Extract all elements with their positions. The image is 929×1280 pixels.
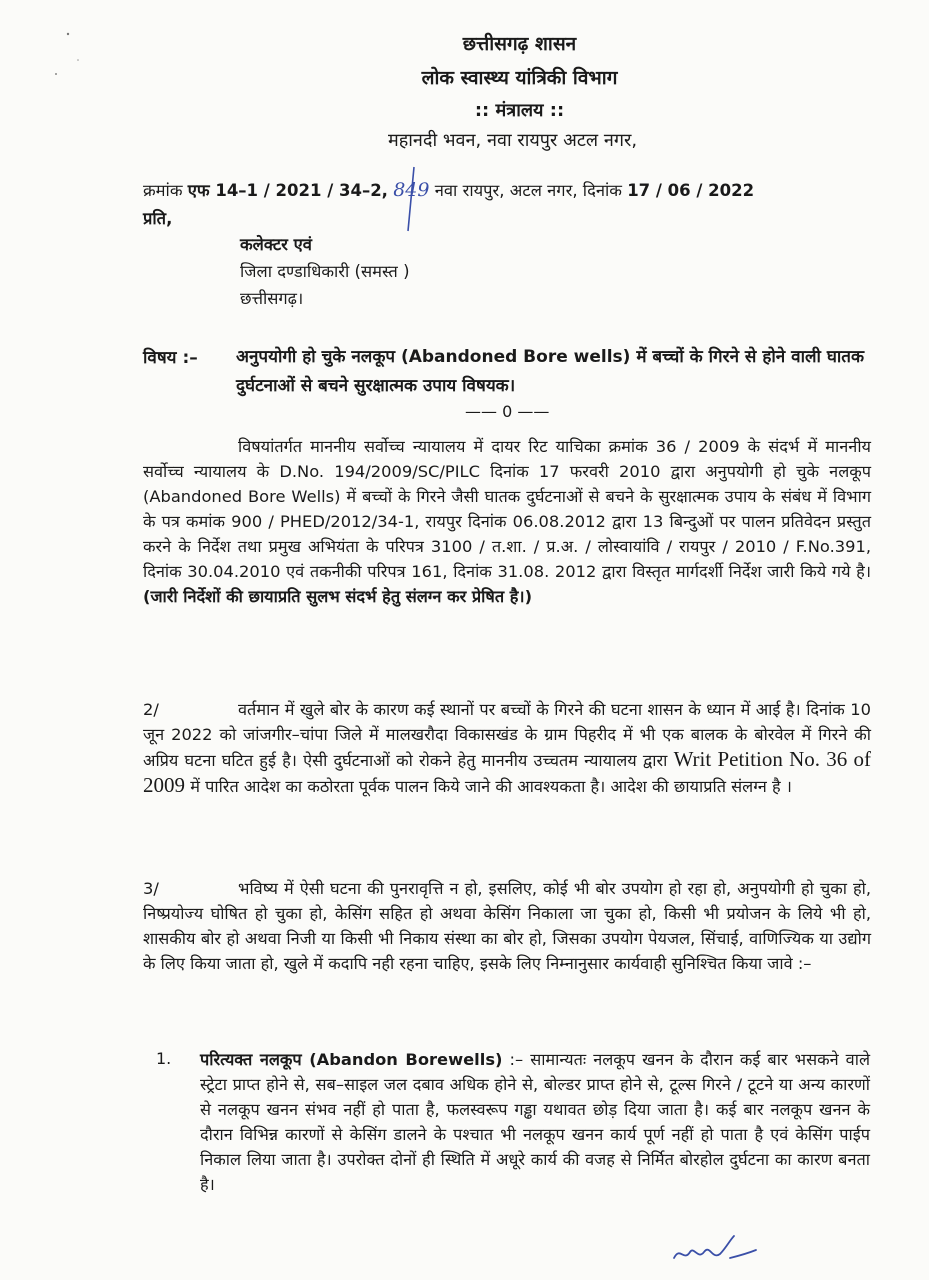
initials-signature — [670, 1228, 760, 1268]
paragraph-3 — [143, 876, 871, 976]
subject-divider: —— 0 —— — [465, 402, 550, 421]
addressee-line-1: कलेक्टर एवं — [240, 235, 312, 254]
handwritten-number: 849 — [393, 179, 430, 201]
paragraph-2 — [143, 697, 871, 799]
writ-petition-ref: Writ Petition No. 36 of 2009 — [143, 747, 871, 797]
paragraph-1-bold-note: (जारी निर्देशों की छायाप्रति सुलभ संदर्भ हेतु संलग्न कर प्रेषित है।) — [143, 587, 533, 606]
paragraph-2-text-a: वर्तमान में खुले बोर के कारण कई स्थानों पर बच्चों के गिरने की घटना शासन के ध्यान में आई है। दिनांक 10 जून 2022 को जांजगीर–चांपा जिले में मालखरौदा विकासखंड के ग्राम पिहरीद में भी एक बालक के बोरवेल में गिरने की अप्रिय घटना घटित हुई है। ऐसी दुर्घटनाओं को रोकने हेतु माननीय उच्चतम न्यायालय द्वारा — [143, 700, 871, 770]
item-1-heading: परित्यक्त नलकूप (Abandon Borewells) — [200, 1050, 503, 1069]
ref-number: एफ 14–1 / 2021 / 34–2, — [187, 181, 388, 200]
subject-text: अनुपयोगी हो चुके नलकूप (Abandoned Bore wells) में बच्चों के गिरने से होने वाली घातक दुर्घटनाओं से बचने सुरक्षात्मक उपाय विषयक। — [236, 347, 865, 396]
addressee-line-2: जिला दण्डाधिकारी (समस्त ) — [240, 262, 410, 281]
paragraph-3-text: भविष्य में ऐसी घटना की पुनरावृत्ति न हो, इसलिए, कोई भी बोर उपयोग हो रहा हो, अनुपयोगी हो चुका हो, निष्प्रयोज्य घोषित हो चुका हो, केसिंग सहित हो अथवा केसिंग निकाला जा चुका हो, किसी भी प्रयोजन के लिये भी हो, शासकीय बोर हो अथवा निजी या किसी भी निकाय संस्था का बोर हो, जिसका उपयोग पेयजल, सिंचाई, वाणिज्यिक या उद्योग के लिए किया जाता हो, खुले में कदापि नही रहना चाहिए, इसके लिए निम्नानुसार कार्यवाही सुनिश्चित किया जावे :– — [143, 879, 871, 973]
department-title: लोक स्वास्थ्य यांत्रिकी विभाग — [421, 67, 618, 89]
ref-prefix: क्रमांक — [143, 181, 183, 200]
paragraph-1 — [143, 434, 871, 609]
addressee-line-3: छत्तीसगढ़। — [240, 289, 304, 308]
paragraph-1-text: विषयांतर्गत माननीय सर्वोच्च न्यायालय में दायर रिट याचिका क्रमांक 36 / 2009 के संदर्भ में माननीय सर्वोच्च न्यायालय के D.No. 194/2009/SC/PILC दिनांक 17 फरवरी 2010 द्वारा अनुपयोगी हो चुके नलकूप (Abandoned Bore Wells) में बच्चों के गिरने जैसी घातक दुर्घटनाओं से बचने के सुरक्षात्मक उपाय के संबंध में विभाग के पत्र कमांक 900 / PHED/2012/34-1, रायपुर दिनांक 06.08.2012 द्वारा 13 बिन्दुओं पर पालन प्रतिवेदन प्रस्तुत करने के निर्देश तथा प्रमुख अभियंता के परिपत्र 3100 / त.शा. / प्र.अ. / लोस्वायांवि / रायपुर / 2010 / F.No.391, दिनांक 30.04.2010 एवं तकनीकी परिपत्र 161, दिनांक 31.08. 2012 द्वारा विस्तृत मार्गदर्शी निर्देश जारी किये गये है। — [143, 437, 871, 581]
govt-title: छत्तीसगढ़ शासन — [462, 33, 577, 55]
ref-place: नवा रायपुर, अटल नगर, दिनांक — [434, 181, 622, 200]
paragraph-2-number: 2/ — [143, 700, 159, 719]
to-label: प्रति, — [143, 209, 173, 228]
pen-stroke — [404, 165, 418, 235]
ref-date: 17 / 06 / 2022 — [627, 181, 755, 200]
paragraph-2-text-b: में पारित आदेश का कठोरता पूर्वक पालन किये जाने की आवश्यकता है। आदेश की छायाप्रति संलग्न है । — [190, 777, 792, 796]
item-1-number: 1. — [156, 1049, 172, 1068]
office-address: महानदी भवन, नवा रायपुर अटल नगर, — [387, 130, 638, 151]
reference-line — [143, 178, 754, 201]
item-1 — [200, 1047, 870, 1197]
subject-label: विषय :– — [143, 348, 198, 368]
ministry-title: :: मंत्रालय :: — [474, 100, 565, 121]
item-1-text: :– सामान्यतः नलकूप खनन के दौरान कई बार भसकने वाले स्ट्रेटा प्राप्त होने से, सब–साइल जल दबाव अधिक होने से, बोल्डर प्राप्त होने से, टूल्स गिरने / टूटने या अन्य कारणों से नलकूप खनन संभव नहीं हो पाता है, फलस्वरूप गड्ढा यथावत छोड़ दिया जाता है। कई बार नलकूप खनन के दौरान विभिन्न कारणों से केसिंग डालने के पश्चात भी नलकूप खनन कार्य पूर्ण नहीं हो पाता है एवं केसिंग पाईप निकाल लिया जाता है। उपरोक्त दोनों ही स्थिति में अधूरे कार्य की वजह से निर्मित बोरहोल दुर्घटना का कारण बनता है। — [200, 1050, 870, 1194]
paragraph-3-number: 3/ — [143, 879, 159, 898]
